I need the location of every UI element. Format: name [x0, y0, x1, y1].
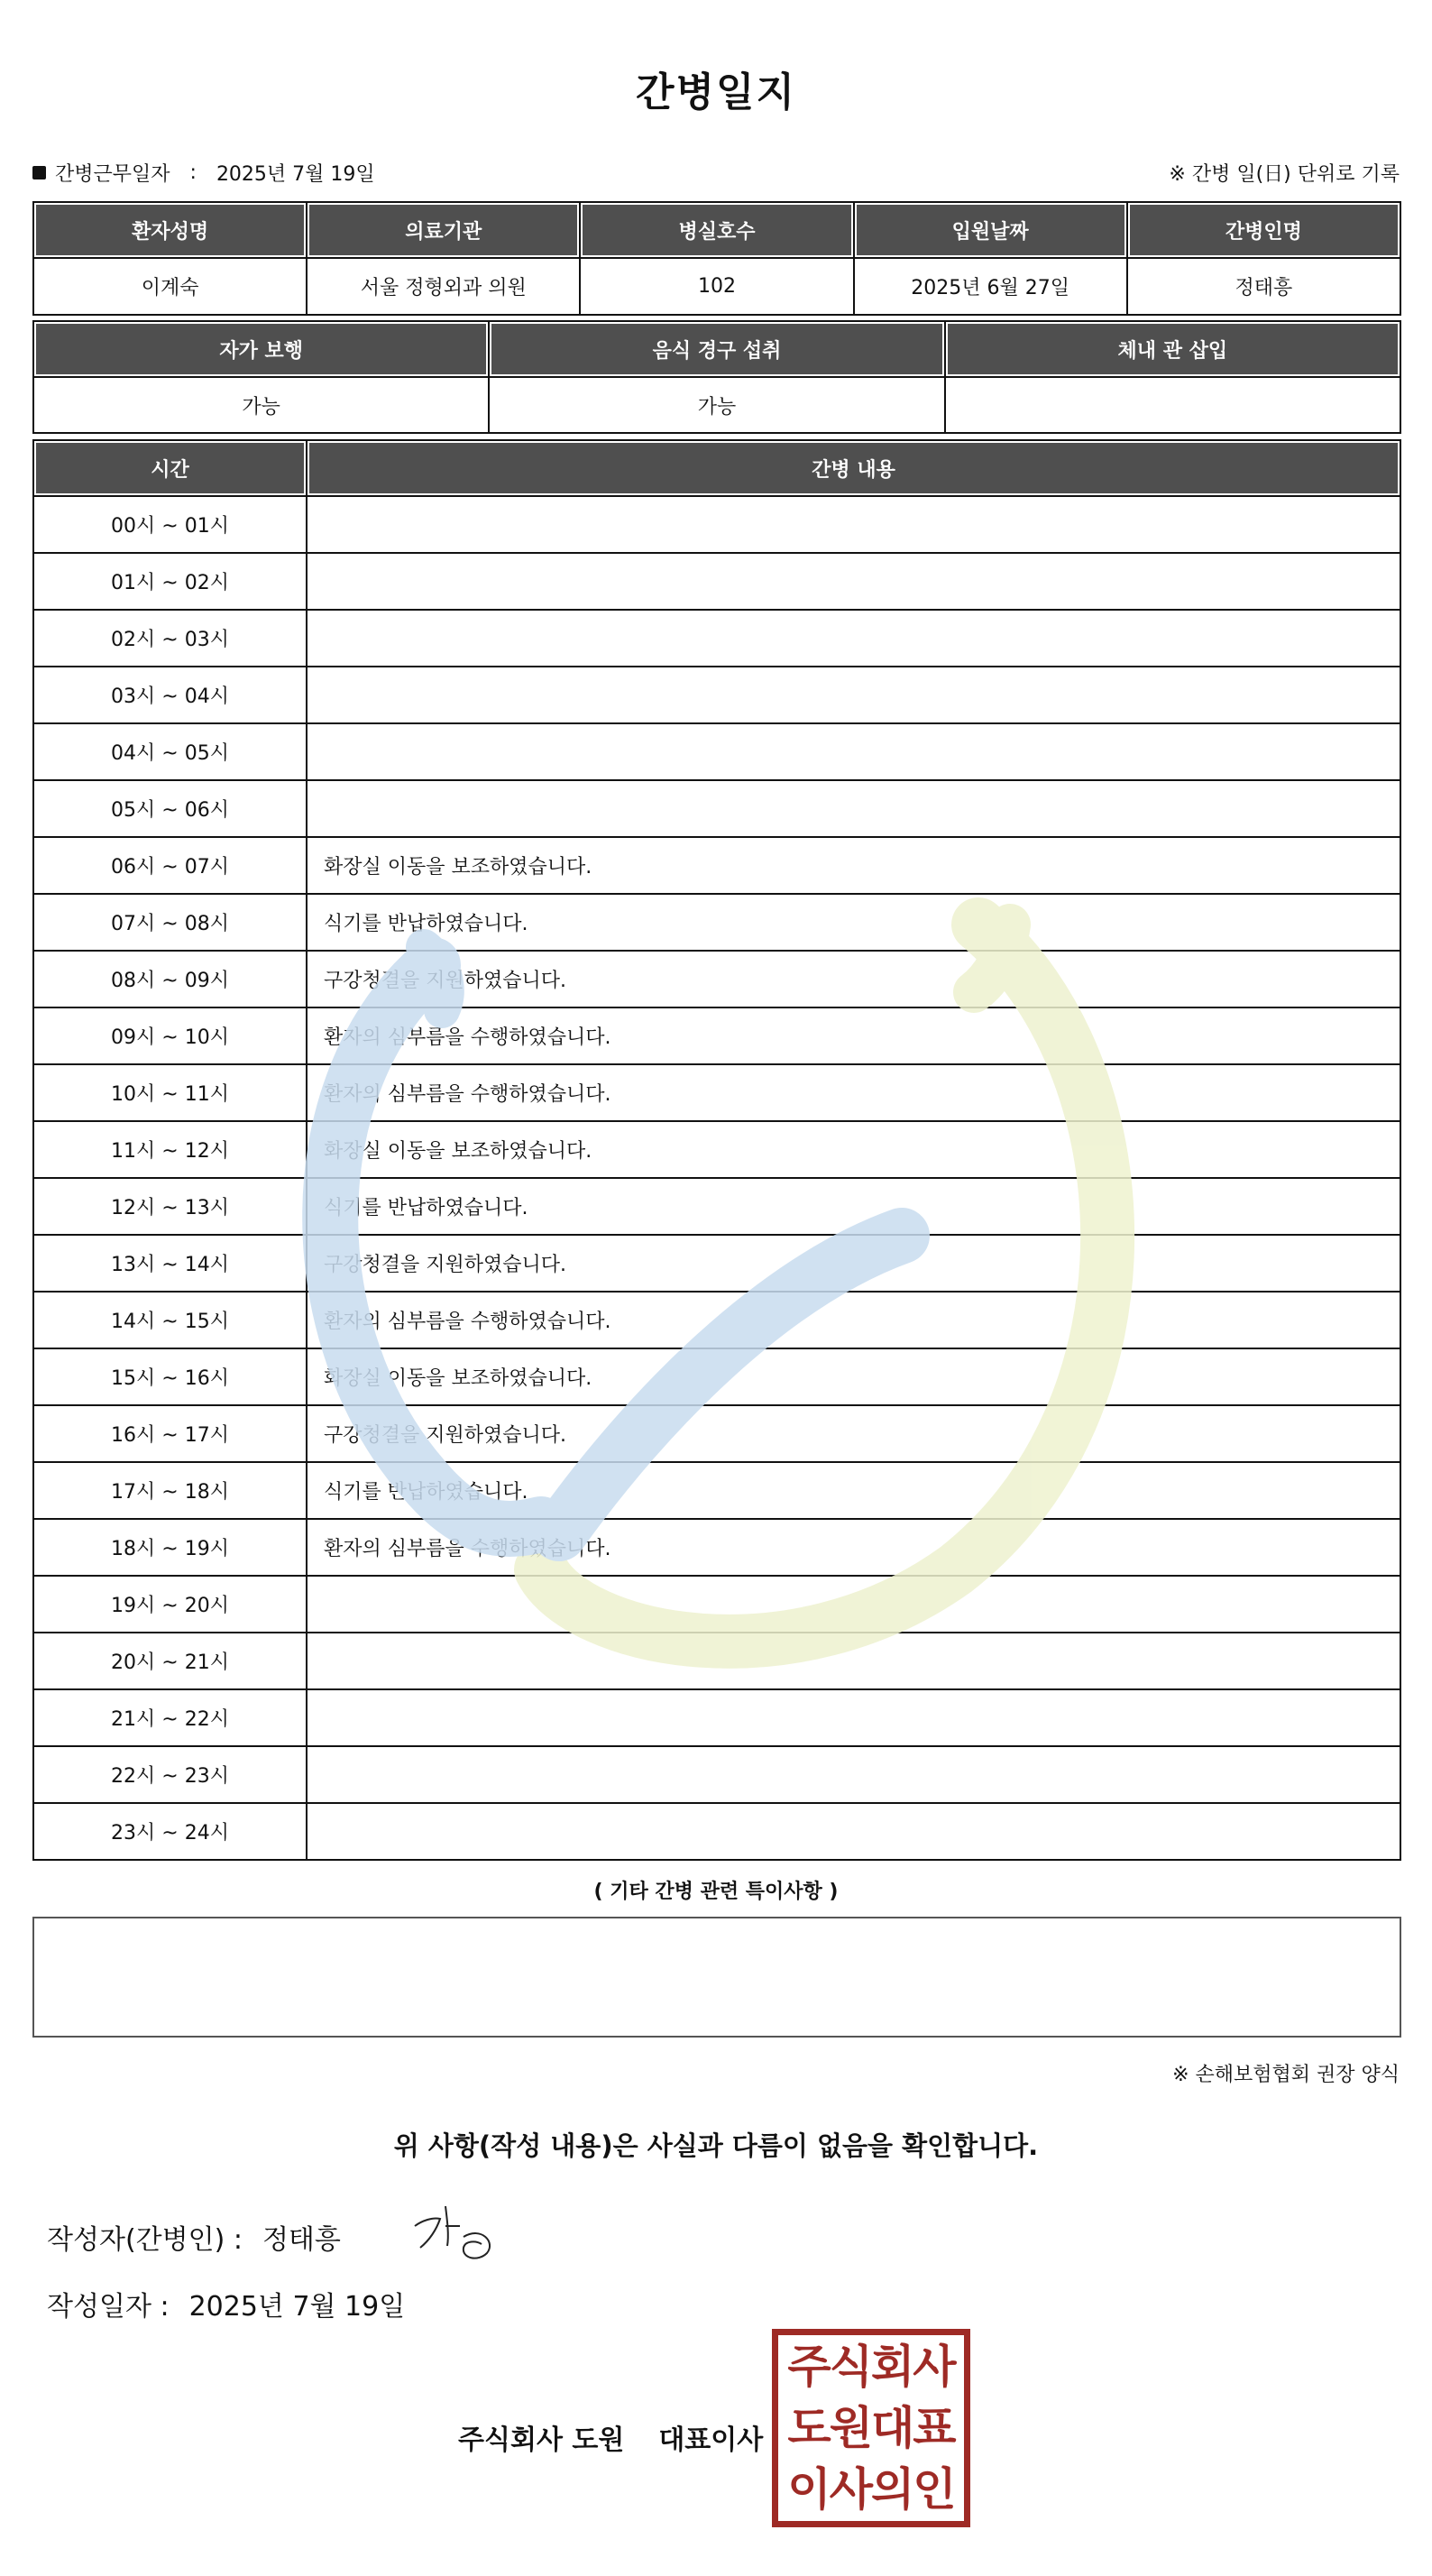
writer-name: 정태흥 [262, 2224, 341, 2256]
time-slot: 23시 ~ 24시 [33, 1803, 307, 1860]
care-content [307, 1633, 1400, 1689]
care-content [307, 553, 1400, 610]
care-content: 화장실 이동을 보조하였습니다. [307, 1121, 1400, 1178]
table-row [33, 1121, 1400, 1178]
care-content [307, 1689, 1400, 1746]
table-row [33, 1689, 1400, 1746]
care-content: 식기를 반납하였습니다. [307, 894, 1400, 951]
seal-row: 도원대표 [787, 2402, 955, 2454]
header-patient-name: 환자성명 [33, 202, 307, 258]
table-row [33, 1519, 1400, 1576]
table-row [33, 723, 1400, 780]
write-date-value: 2025년 7월 19일 [188, 2291, 406, 2323]
header-time: 시간 [33, 440, 307, 496]
table-row [33, 780, 1400, 837]
time-slot: 19시 ~ 20시 [33, 1576, 307, 1633]
table-row [33, 1178, 1400, 1235]
care-content: 구강청결을 지원하였습니다. [307, 1405, 1400, 1462]
care-content [307, 1576, 1400, 1633]
care-content: 환자의 심부름을 수행하였습니다. [307, 1007, 1400, 1064]
work-date-value: 2025년 7월 19일 [216, 163, 375, 186]
table-row [33, 894, 1400, 951]
time-slot: 21시 ~ 22시 [33, 1689, 307, 1746]
association-form-note: ※ 손해보험협회 권장 양식 [1172, 2064, 1400, 2086]
table-row [33, 837, 1400, 894]
other-notes-title: ( 기타 간병 관련 특이사항 ) [593, 1881, 839, 1903]
hospital-name: 서울 정형외과 의원 [307, 258, 580, 315]
care-content: 식기를 반납하였습니다. [307, 1462, 1400, 1519]
care-content [307, 1746, 1400, 1803]
time-slot: 20시 ~ 21시 [33, 1633, 307, 1689]
table-row [33, 1576, 1400, 1633]
care-content [307, 780, 1400, 837]
care-content: 환자의 심부름을 수행하였습니다. [307, 1064, 1400, 1121]
header-room-number: 병실호수 [580, 202, 853, 258]
table-row [33, 1405, 1400, 1462]
table-row [33, 1746, 1400, 1803]
table-row [33, 1803, 1400, 1860]
table-row [33, 496, 1400, 553]
care-content [307, 1803, 1400, 1860]
tube-insertion-value [945, 377, 1400, 433]
table-row [33, 1462, 1400, 1519]
time-slot: 16시 ~ 17시 [33, 1405, 307, 1462]
time-slot: 11시 ~ 12시 [33, 1121, 307, 1178]
table-row [33, 553, 1400, 610]
seal-row: 주식회사 [787, 2341, 955, 2393]
table-row [33, 1064, 1400, 1121]
time-slot: 12시 ~ 13시 [33, 1178, 307, 1235]
representative-title: 대표이사 [658, 2424, 764, 2456]
time-slot: 04시 ~ 05시 [33, 723, 307, 780]
work-date-colon: : [189, 161, 197, 184]
time-slot: 09시 ~ 10시 [33, 1007, 307, 1064]
header-self-walking: 자가 보행 [33, 321, 489, 377]
write-date-label: 작성일자 : [47, 2291, 170, 2323]
oral-intake-value: 가능 [489, 377, 944, 433]
table-row [33, 951, 1400, 1007]
time-slot: 13시 ~ 14시 [33, 1235, 307, 1292]
work-date-line [32, 159, 375, 187]
bullet-square-icon [32, 166, 46, 179]
admission-date: 2025년 6월 27일 [854, 258, 1127, 315]
time-slot: 15시 ~ 16시 [33, 1348, 307, 1405]
time-slot: 03시 ~ 04시 [33, 667, 307, 723]
time-slot: 02시 ~ 03시 [33, 610, 307, 667]
seal-row: 이사의인 [787, 2463, 955, 2516]
handwritten-signature [409, 2190, 509, 2271]
time-slot: 00시 ~ 01시 [33, 496, 307, 553]
header-caregiver-name: 간병인명 [1127, 202, 1400, 258]
table-row [33, 1292, 1400, 1348]
self-walking-value: 가능 [33, 377, 489, 433]
header-admission-date: 입원날짜 [854, 202, 1127, 258]
writer-line [47, 2217, 341, 2257]
patient-info-table [32, 201, 1401, 316]
header-oral-intake: 음식 경구 섭취 [489, 321, 944, 377]
care-content: 화장실 이동을 보조하였습니다. [307, 837, 1400, 894]
room-number: 102 [580, 258, 853, 315]
patient-status-table [32, 320, 1401, 434]
table-row [33, 1348, 1400, 1405]
care-content [307, 496, 1400, 553]
time-slot: 18시 ~ 19시 [33, 1519, 307, 1576]
time-slot: 05시 ~ 06시 [33, 780, 307, 837]
daily-record-note: ※ 간병 일(日) 단위로 기록 [1169, 163, 1400, 186]
care-content: 구강청결을 지원하였습니다. [307, 951, 1400, 1007]
time-slot: 17시 ~ 18시 [33, 1462, 307, 1519]
work-date-label: 간병근무일자 [55, 163, 170, 186]
table-row [33, 1007, 1400, 1064]
table-row [33, 667, 1400, 723]
care-content [307, 610, 1400, 667]
table-row [33, 1235, 1400, 1292]
time-slot: 06시 ~ 07시 [33, 837, 307, 894]
time-slot: 22시 ~ 23시 [33, 1746, 307, 1803]
table-row [33, 1633, 1400, 1689]
care-content [307, 667, 1400, 723]
care-log-table [32, 439, 1401, 1861]
care-content: 환자의 심부름을 수행하였습니다. [307, 1292, 1400, 1348]
table-row [33, 610, 1400, 667]
company-signature-line [458, 2417, 763, 2457]
header-hospital: 의료기관 [307, 202, 580, 258]
write-date-line [47, 2284, 405, 2323]
time-slot: 14시 ~ 15시 [33, 1292, 307, 1348]
care-content [307, 723, 1400, 780]
caregiver-name: 정태흥 [1127, 258, 1400, 315]
writer-label: 작성자(간병인) : [47, 2224, 243, 2256]
header-tube-insertion: 체내 관 삽입 [945, 321, 1400, 377]
patient-name: 이계숙 [33, 258, 307, 315]
company-name: 주식회사 도원 [458, 2424, 625, 2456]
care-content: 환자의 심부름을 수행하였습니다. [307, 1519, 1400, 1576]
time-slot: 01시 ~ 02시 [33, 553, 307, 610]
time-slot: 07시 ~ 08시 [33, 894, 307, 951]
care-content: 화장실 이동을 보조하였습니다. [307, 1348, 1400, 1405]
header-care-content: 간병 내용 [307, 440, 1400, 496]
time-slot: 08시 ~ 09시 [33, 951, 307, 1007]
time-slot: 10시 ~ 11시 [33, 1064, 307, 1121]
page-title: 간병일지 [635, 69, 796, 115]
company-seal-stamp [772, 2329, 970, 2527]
other-notes-box [32, 1917, 1401, 2038]
confirmation-statement: 위 사항(작성 내용)은 사실과 다름이 없음을 확인합니다. [393, 2130, 1039, 2161]
care-content: 식기를 반납하였습니다. [307, 1178, 1400, 1235]
care-content: 구강청결을 지원하였습니다. [307, 1235, 1400, 1292]
